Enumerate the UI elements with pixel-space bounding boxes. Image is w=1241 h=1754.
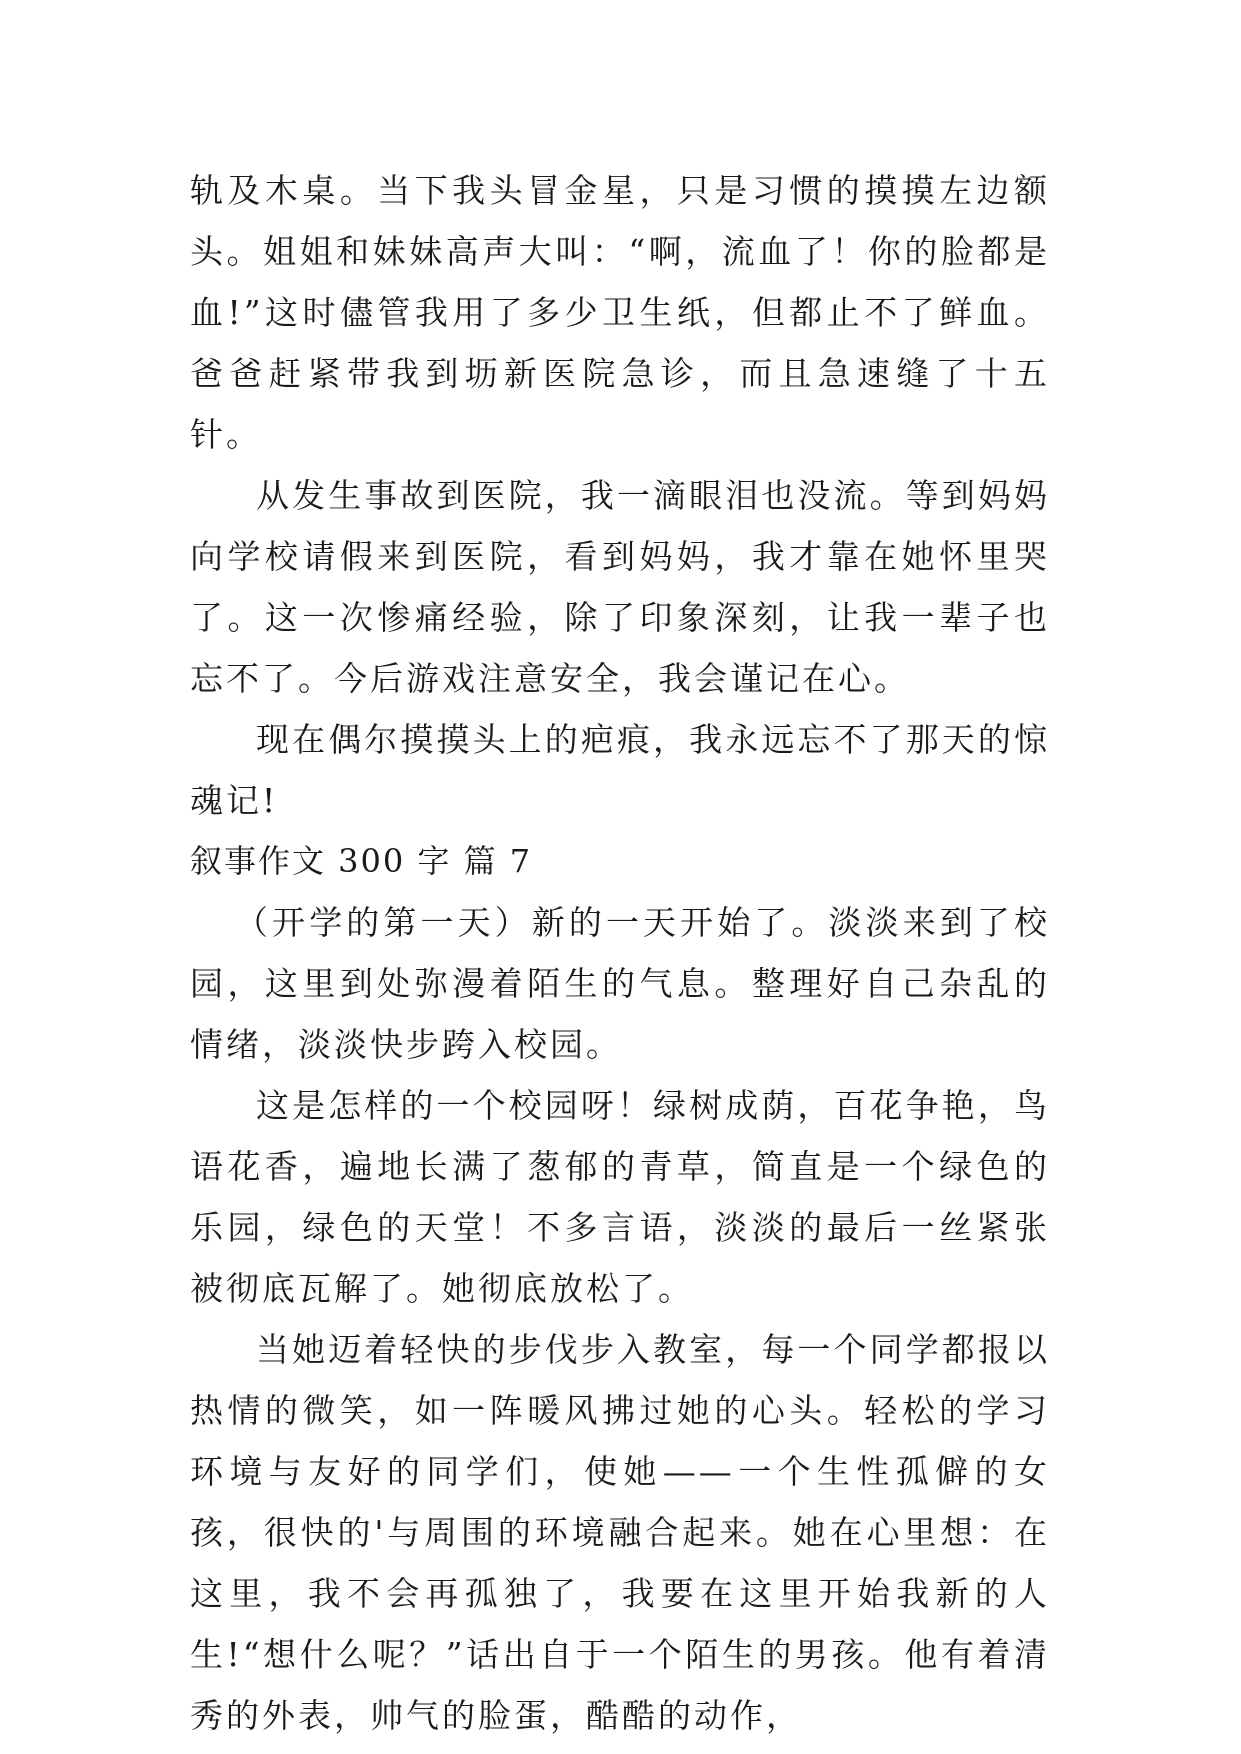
paragraph-campus-description: 这是怎样的一个校园呀！绿树成荫，百花争艳，鸟语花香，遍地长满了葱郁的青草，简直是一个绿色的乐园，绿色的天堂！不多言语，淡淡的最后一丝紧张被彻底瓦解了。她彻底放松了。 xyxy=(190,1086,1050,1308)
section-heading: 叙事作文 300 字 篇 7 xyxy=(190,842,533,880)
paragraph-first-day: （开学的第一天）新的一天开始了。淡淡来到了校园，这里到处弥漫着陌生的气息。整理好自己杂乱的情绪，淡淡快步跨入校园。 xyxy=(190,903,1050,1064)
paragraph-accident-hospital: 从发生事故到医院，我一滴眼泪也没流。等到妈妈向学校请假来到医院，看到妈妈，我才靠在她怀里哭了。这一次惨痛经验，除了印象深刻，让我一辈子也忘不了。今后游戏注意安全，我会谨记在心。 xyxy=(190,476,1050,698)
paragraph-continuation: 轨及木桌。当下我头冒金星，只是习惯的摸摸左边额头。姐姐和妹妹高声大叫：“啊，流血了！你的脸都是血!”这时儘管我用了多少卫生纸，但都止不了鲜血。爸爸赶紧带我到坜新医院急诊，而且急速缝了十五针。 xyxy=(190,171,1050,454)
document-body xyxy=(190,160,1050,1746)
paragraph-classroom: 当她迈着轻快的步伐步入教室，每一个同学都报以热情的微笑，如一阵暖风拂过她的心头。轻松的学习环境与友好的同学们，使她——一个生性孤僻的女孩，很快的'与周围的环境融合起来。她在心里想：在这里，我不会再孤独了，我要在这里开始我新的人生!“想什么呢？”话出自于一个陌生的男孩。他有着清秀的外表，帅气的脸蛋，酷酷的动作， xyxy=(190,1330,1050,1735)
paragraph-scar-memory: 现在偶尔摸摸头上的疤痕，我永远忘不了那天的惊魂记! xyxy=(190,720,1050,820)
